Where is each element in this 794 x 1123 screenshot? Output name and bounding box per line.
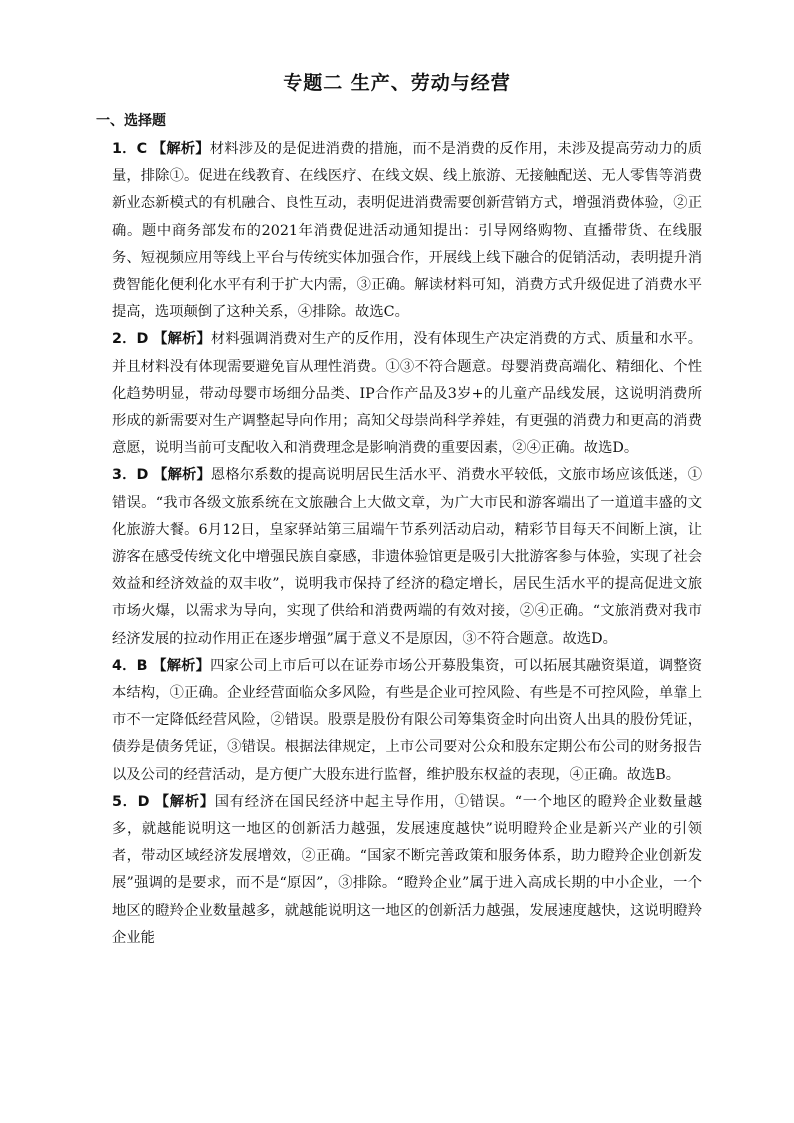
answer-number: 2．D xyxy=(112,331,149,348)
answer-text: 国有经济在国民经济中起主导作用，①错误。“一个地区的瞪羚企业数量越多，就越能说明这一地区的创新活力越强，发展速度越快”说明瞪羚企业是新兴产业的引领者，带动区域经济发展增效，②正确。“国家不断完善政策和服务体系，助力瞪羚企业创新发展”强调的是要求，而不是“原因”，③排除。“瞪羚企业”属于进入高成长期的中小企业，一个地区的瞪羚企业数量越多，就越能说明这一地区的创新活力越强，发展速度越快，这说明瞪羚企业能 xyxy=(112,793,702,946)
answer-item-2 xyxy=(112,326,702,462)
answer-item-5 xyxy=(112,789,702,952)
answer-number: 5．D xyxy=(112,793,150,810)
answer-item-4 xyxy=(112,653,702,789)
answer-text: 材料强调消费对生产的反作用，没有体现生产决定消费的方式、质量和水平。并且材料没有体现需要避免盲从理性消费。①③不符合题意。母婴消费高端化、精细化、个性化趋势明显，带动母婴市场细分品类、IP合作产品及3岁+的儿童产品线发展，这说明消费所形成的新需要对生产调整起导向作用；高知父母崇尚科学养娃，有更强的消费力和更高的消费意愿，说明当前可支配收入和消费理念是影响消费的重要因素，②④正确。故选D。 xyxy=(112,331,703,457)
analysis-tag: 【解析】 xyxy=(151,141,210,157)
answer-item-3 xyxy=(112,462,702,652)
answer-list xyxy=(112,136,702,952)
analysis-tag: 【解析】 xyxy=(153,331,211,348)
answer-number: 1．C xyxy=(112,141,148,157)
answer-text: 四家公司上市后可以在证券市场公开募股集资，可以拓展其融资渠道，调整资本结构，①正确。企业经营面临众多风险，有些是企业可控风险、有些是不可控风险，单靠上市不一定降低经营风险，②错误。股票是股份有限公司筹集资金时向出资人出具的股份凭证，债券是债务凭证，③错误。根据法律规定，上市公司要对公众和股东定期公布公司的财务报告以及公司的经营活动，是方便广大股东进行监督，维护股东权益的表现，④正确。故选B。 xyxy=(112,657,703,783)
answer-text: 恩格尔系数的提高说明居民生活水平、消费水平较低，文旅市场应该低迷，①错误。“我市各级文旅系统在文旅融合上大做文章，为广大市民和游客端出了一道道丰盛的文化旅游大餐。6月12日，皇家驿站第三届端午节系列活动启动，精彩节目每天不间断上演，让游客在感受传统文化中增强民族自豪感，非遗体验馆更是吸引大批游客参与体验，实现了社会效益和经济效益的双丰收”，说明我市保持了经济的稳定增长，居民生活水平的提高促进文旅市场火爆，以需求为导向，实现了供给和消费两端的有效对接，②④正确。“文旅消费对我市经济发展的拉动作用正在逐步增强”属于意义不是原因，③不符合题意。故选D。 xyxy=(112,467,703,647)
section-heading: 一、选择题 xyxy=(96,113,166,129)
analysis-tag: 【解析】 xyxy=(152,657,211,674)
answer-text: 材料涉及的是促进消费的措施，而不是消费的反作用，未涉及提高劳动力的质量，排除①。促进在线教育、在线医疗、在线文娱、线上旅游、无接触配送、无人零售等消费新业态新模式的有机融合、良性互动，表明促进消费需要创新营销方式，增强消费体验，②正确。题中商务部发布的2021年消费促进活动通知提出：引导网络购物、直播带货、在线服务、短视频应用等线上平台与传统实体加强合作，开展线上线下融合的促销活动，表明提升消费智能化便利化水平有利于扩大内需，③正确。解读材料可知，消费方式升级促进了消费水平提高，选项颠倒了这种关系，④排除。故选C。 xyxy=(112,141,702,321)
page-title: 专题二 生产、劳动与经营 xyxy=(283,72,511,94)
analysis-tag: 【解析】 xyxy=(153,467,211,484)
answer-item-1 xyxy=(112,136,702,326)
analysis-tag: 【解析】 xyxy=(154,793,215,810)
answer-number: 4．B xyxy=(112,657,148,674)
answer-number: 3．D xyxy=(112,467,149,484)
